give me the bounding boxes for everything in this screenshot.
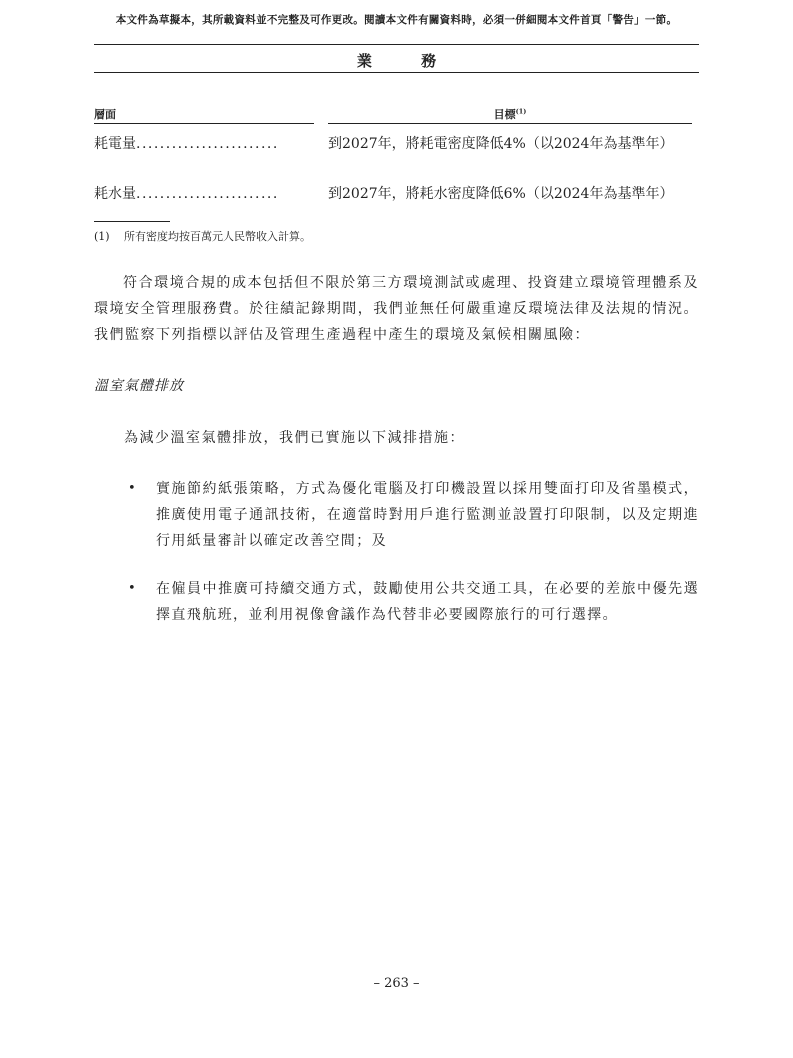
row-target: 到2027年，將耗電密度降低4%（以2024年為基準年） xyxy=(328,136,674,152)
table-header-footnote-ref: (1) xyxy=(515,107,527,116)
table-header-target xyxy=(328,106,692,122)
footnote-text: 所有密度均按百萬元人民幣收入計算。 xyxy=(124,230,311,243)
row-aspect-label: 耗水量 xyxy=(94,186,136,202)
subheading-ghg-emissions: 溫室氣體排放 xyxy=(94,378,184,394)
bullet-icon: • xyxy=(128,481,136,496)
row-aspect xyxy=(94,183,320,203)
page-number: – 263 – xyxy=(373,976,420,991)
list-item-text: 在僱員中推廣可持續交通方式，鼓勵使用公共交通工具，在必要的差旅中優先選擇直飛航班，並利用視像會議作為代替非必要國際旅行的可行選擇。 xyxy=(156,581,699,623)
section-title: 業 務 xyxy=(356,52,459,70)
table-header-rule-target xyxy=(328,123,692,124)
row-leader-dots: ........................ xyxy=(136,186,279,202)
footnote xyxy=(94,228,311,244)
bullet-icon: • xyxy=(128,581,136,596)
footnote-rule xyxy=(94,221,170,222)
table-header-target-label: 目標 xyxy=(493,108,516,121)
table-header-aspect: 層面 xyxy=(94,108,116,121)
row-aspect-label: 耗電量 xyxy=(94,136,136,152)
draft-warning-banner: 本文件為草擬本，其所載資料並不完整及可作更改。閱讀本文件有關資料時，必須一併細閱本文件首頁「警告」一節。 xyxy=(115,14,678,26)
list-item xyxy=(124,476,699,554)
list-item xyxy=(124,576,699,628)
list-item-text: 實施節約紙張策略，方式為優化電腦及打印機設置以採用雙面打印及省墨模式，推廣使用電子通訊技術，在適當時對用戶進行監測並設置打印限制，以及定期進行用紙量審計以確定改善空間；及 xyxy=(156,481,699,549)
footnote-mark: (1) xyxy=(94,230,110,243)
row-target: 到2027年，將耗水密度降低6%（以2024年為基準年） xyxy=(328,186,674,202)
body-paragraph: 符合環境合規的成本包括但不限於第三方環境測試或處理、投資建立環境管理體系及環境安全管理服務費。於往績記錄期間，我們並無任何嚴重違反環境法律及法規的情況。我們監察下列指標以評估及管理生產過程中產生的環境及氣候相關風險： xyxy=(94,275,699,343)
header-rule-bottom xyxy=(94,72,699,73)
intro-text: 為減少溫室氣體排放，我們已實施以下減排措施： xyxy=(124,430,465,446)
row-aspect xyxy=(94,133,320,153)
header-rule-top xyxy=(94,44,699,45)
table-header-rule-aspect xyxy=(94,123,314,124)
row-leader-dots: ........................ xyxy=(136,136,279,152)
